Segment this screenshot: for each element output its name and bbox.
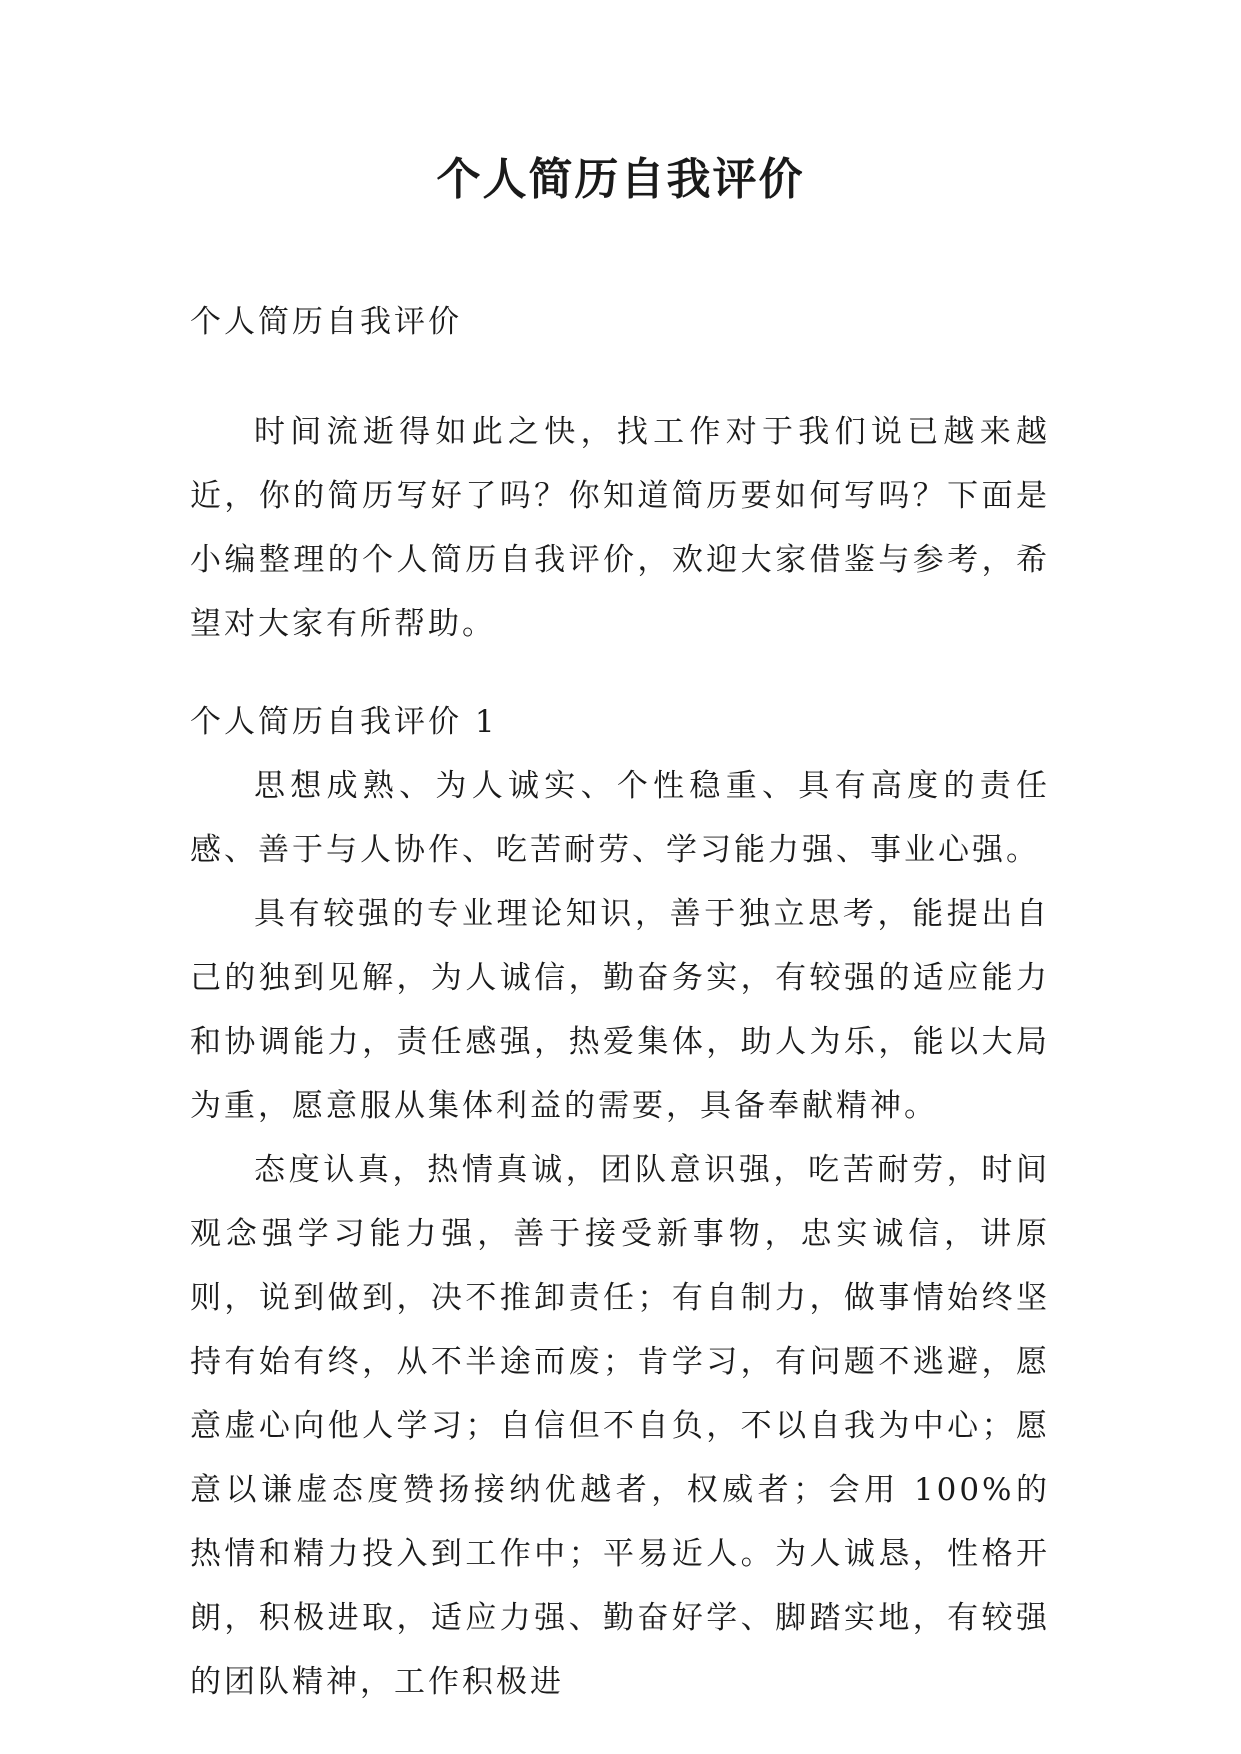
intro-paragraph: 时间流逝得如此之快，找工作对于我们说已越来越近，你的简历写好了吗？你知道简历要如何写吗？下面是小编整理的个人简历自我评价，欢迎大家借鉴与参考，希望对大家有所帮助。: [190, 414, 1050, 642]
document-subtitle: 个人简历自我评价: [190, 304, 462, 340]
document-title: 个人简历自我评价: [436, 154, 805, 205]
body-paragraph: 态度认真，热情真诚，团队意识强，吃苦耐劳，时间观念强学习能力强，善于接受新事物，忠实诚信，讲原则，说到做到，决不推卸责任；有自制力，做事情始终坚持有始有终，从不半途而废；肯学习，有问题不逃避，愿意虚心向他人学习；自信但不自负，不以自我为中心；愿意以谦虚态度赞扬接纳优越者，权威者；会用 100%的热情和精力投入到工作中；平易近人。为人诚恳，性格开朗，积极进取，适应力强、勤奋好学、脚踏实地，有较强的团队精神，工作积极进: [190, 1152, 1050, 1700]
section-heading: 个人简历自我评价 1: [190, 704, 498, 740]
body-paragraph: 具有较强的专业理论知识，善于独立思考，能提出自己的独到见解，为人诚信，勤奋务实，有较强的适应能力和协调能力，责任感强，热爱集体，助人为乐，能以大局为重，愿意服从集体利益的需要，具备奉献精神。: [190, 896, 1050, 1124]
body-paragraph: 思想成熟、为人诚实、个性稳重、具有高度的责任感、善于与人协作、吃苦耐劳、学习能力强、事业心强。: [190, 768, 1050, 868]
